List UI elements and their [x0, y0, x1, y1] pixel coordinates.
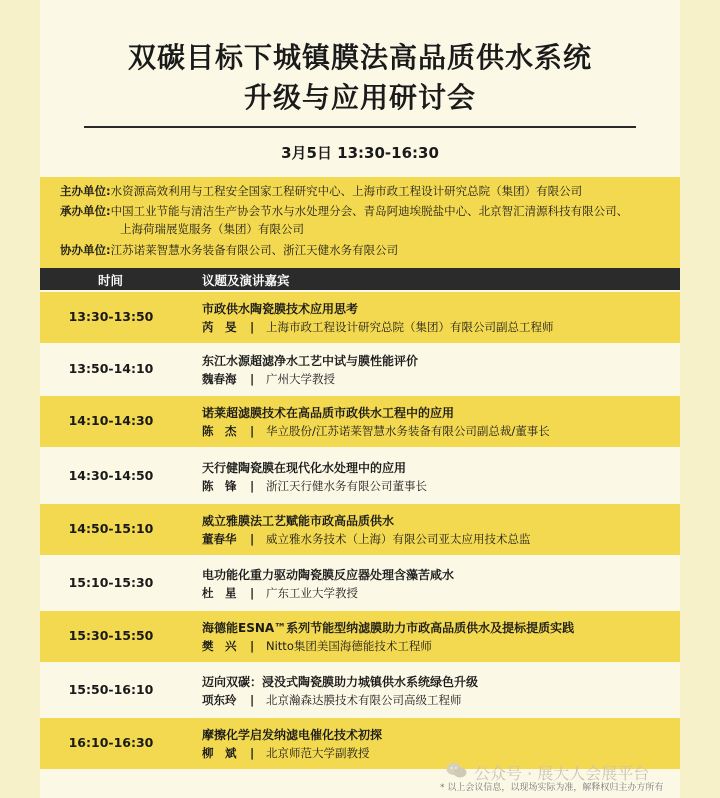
row-time: 14:30-14:50: [68, 468, 154, 483]
row-speaker: [202, 319, 554, 335]
speaker-name: 陈 锋: [202, 479, 237, 493]
row-topic: 迈向双碳：浸没式陶瓷膜助力城镇供水系统绿色升级: [202, 675, 479, 689]
speaker-name: 项东玲: [202, 693, 237, 707]
speaker-separator: |: [250, 532, 255, 546]
speaker-name: 柳 斌: [202, 746, 237, 760]
speaker-affiliation: Nitto集团美国海德能技术工程师: [266, 639, 432, 653]
page-title-line-2: 升级与应用研讨会: [243, 81, 476, 114]
table-row: [40, 451, 680, 502]
row-time: 16:10-16:30: [68, 735, 154, 750]
row-topic: 天行健陶瓷膜在现代化水处理中的应用: [202, 461, 407, 475]
row-time: 14:10-14:30: [68, 413, 154, 428]
organizer-undertaker: [60, 203, 628, 219]
organizer-undertaker-value: 中国工业节能与清洁生产协会节水与水处理分会、青岛阿迪埃脱盐中心、北京智汇清源科技有限公司、: [110, 204, 629, 218]
watermark: 公众号 · 展大人会展平台: [474, 764, 650, 783]
row-time: 15:30-15:50: [68, 628, 154, 643]
organizer-host-key: 主办单位:: [60, 184, 111, 198]
row-time: 15:10-15:30: [68, 575, 154, 590]
speaker-name: 杜 星: [202, 586, 237, 600]
speaker-affiliation: 威立雅水务技术（上海）有限公司亚太应用技术总监: [266, 532, 531, 546]
speaker-affiliation: 上海市政工程设计研究总院（集团）有限公司副总工程师: [266, 320, 554, 334]
table-row: [40, 665, 680, 716]
row-speaker: [202, 745, 370, 761]
event-datetime: 3月5日 13:30-16:30: [281, 144, 439, 162]
table-row: [40, 344, 680, 395]
row-time: 15:50-16:10: [68, 682, 154, 697]
row-speaker: [202, 638, 432, 654]
speaker-affiliation: 华立股份/江苏诺莱智慧水务装备有限公司副总裁/董事长: [266, 424, 550, 438]
row-speaker: [202, 423, 550, 439]
row-speaker: [202, 531, 531, 547]
speaker-affiliation: 北京瀚森达膜技术有限公司高级工程师: [266, 693, 462, 707]
schedule-table-header: [40, 268, 680, 290]
wechat-icon: [446, 762, 468, 779]
speaker-affiliation: 广州大学教授: [266, 372, 335, 386]
row-topic: 东江水源超滤净水工艺中试与膜性能评价: [202, 354, 419, 368]
speaker-separator: |: [250, 693, 255, 707]
speaker-name: 陈 杰: [202, 424, 237, 438]
row-topic: 海德能ESNA™系列节能型纳滤膜助力市政高品质供水及提标提质实践: [202, 621, 575, 635]
organizers-panel: [40, 177, 680, 268]
row-speaker: [202, 692, 462, 708]
speaker-separator: |: [250, 639, 255, 653]
organizer-undertaker-value-cont: 上海荷瑞展览服务（集团）有限公司: [120, 222, 304, 236]
speaker-separator: |: [250, 746, 255, 760]
speaker-name: 芮 旻: [202, 320, 237, 334]
organizer-co-key: 协办单位:: [60, 243, 111, 257]
organizer-host-value: 水资源高效利用与工程安全国家工程研究中心、上海市政工程设计研究总院（集团）有限公司: [110, 184, 583, 198]
page-title-line-1: 双碳目标下城镇膜法高品质供水系统: [127, 41, 592, 74]
table-row: [40, 292, 680, 343]
speaker-name: 樊 兴: [202, 639, 237, 653]
table-row: [40, 558, 680, 609]
speaker-separator: |: [250, 372, 255, 386]
header-topic: 议题及演讲嘉宾: [202, 273, 290, 288]
speaker-name: 魏春海: [202, 372, 237, 386]
row-topic: 威立雅膜法工艺赋能市政高品质供水: [202, 514, 395, 528]
row-speaker: [202, 371, 335, 387]
row-time: 13:30-13:50: [68, 309, 154, 324]
footnote: * 以上会议信息，以现场实际为准，解释权归主办方所有: [440, 783, 664, 793]
table-row: [40, 611, 680, 662]
speaker-affiliation: 北京师范大学副教授: [266, 746, 370, 760]
row-speaker: [202, 585, 358, 601]
title-divider: [84, 126, 636, 128]
row-topic: 摩擦化学启发纳滤电催化技术初探: [202, 728, 383, 742]
row-speaker: [202, 478, 427, 494]
row-topic: 电功能化重力驱动陶瓷膜反应器处理含藻苦咸水: [202, 568, 455, 582]
speaker-affiliation: 浙江天行健水务有限公司董事长: [266, 479, 427, 493]
table-row: [40, 396, 680, 447]
speaker-separator: |: [250, 479, 255, 493]
speaker-separator: |: [250, 586, 255, 600]
table-row: [40, 504, 680, 555]
organizer-undertaker-key: 承办单位:: [60, 204, 111, 218]
header-time: 时间: [98, 273, 124, 288]
organizer-host: [60, 183, 582, 199]
speaker-separator: |: [250, 320, 255, 334]
organizer-undertaker-cont: [120, 221, 304, 237]
speaker-separator: |: [250, 424, 255, 438]
row-time: 13:50-14:10: [68, 361, 154, 376]
organizer-co-value: 江苏诺莱智慧水务装备有限公司、浙江天健水务有限公司: [110, 243, 399, 257]
row-topic: 诺莱超滤膜技术在高品质市政供水工程中的应用: [202, 406, 455, 420]
row-time: 14:50-15:10: [68, 521, 154, 536]
row-topic: 市政供水陶瓷膜技术应用思考: [202, 302, 359, 316]
speaker-name: 董春华: [202, 532, 237, 546]
organizer-co: [60, 242, 398, 258]
speaker-affiliation: 广东工业大学教授: [266, 586, 358, 600]
